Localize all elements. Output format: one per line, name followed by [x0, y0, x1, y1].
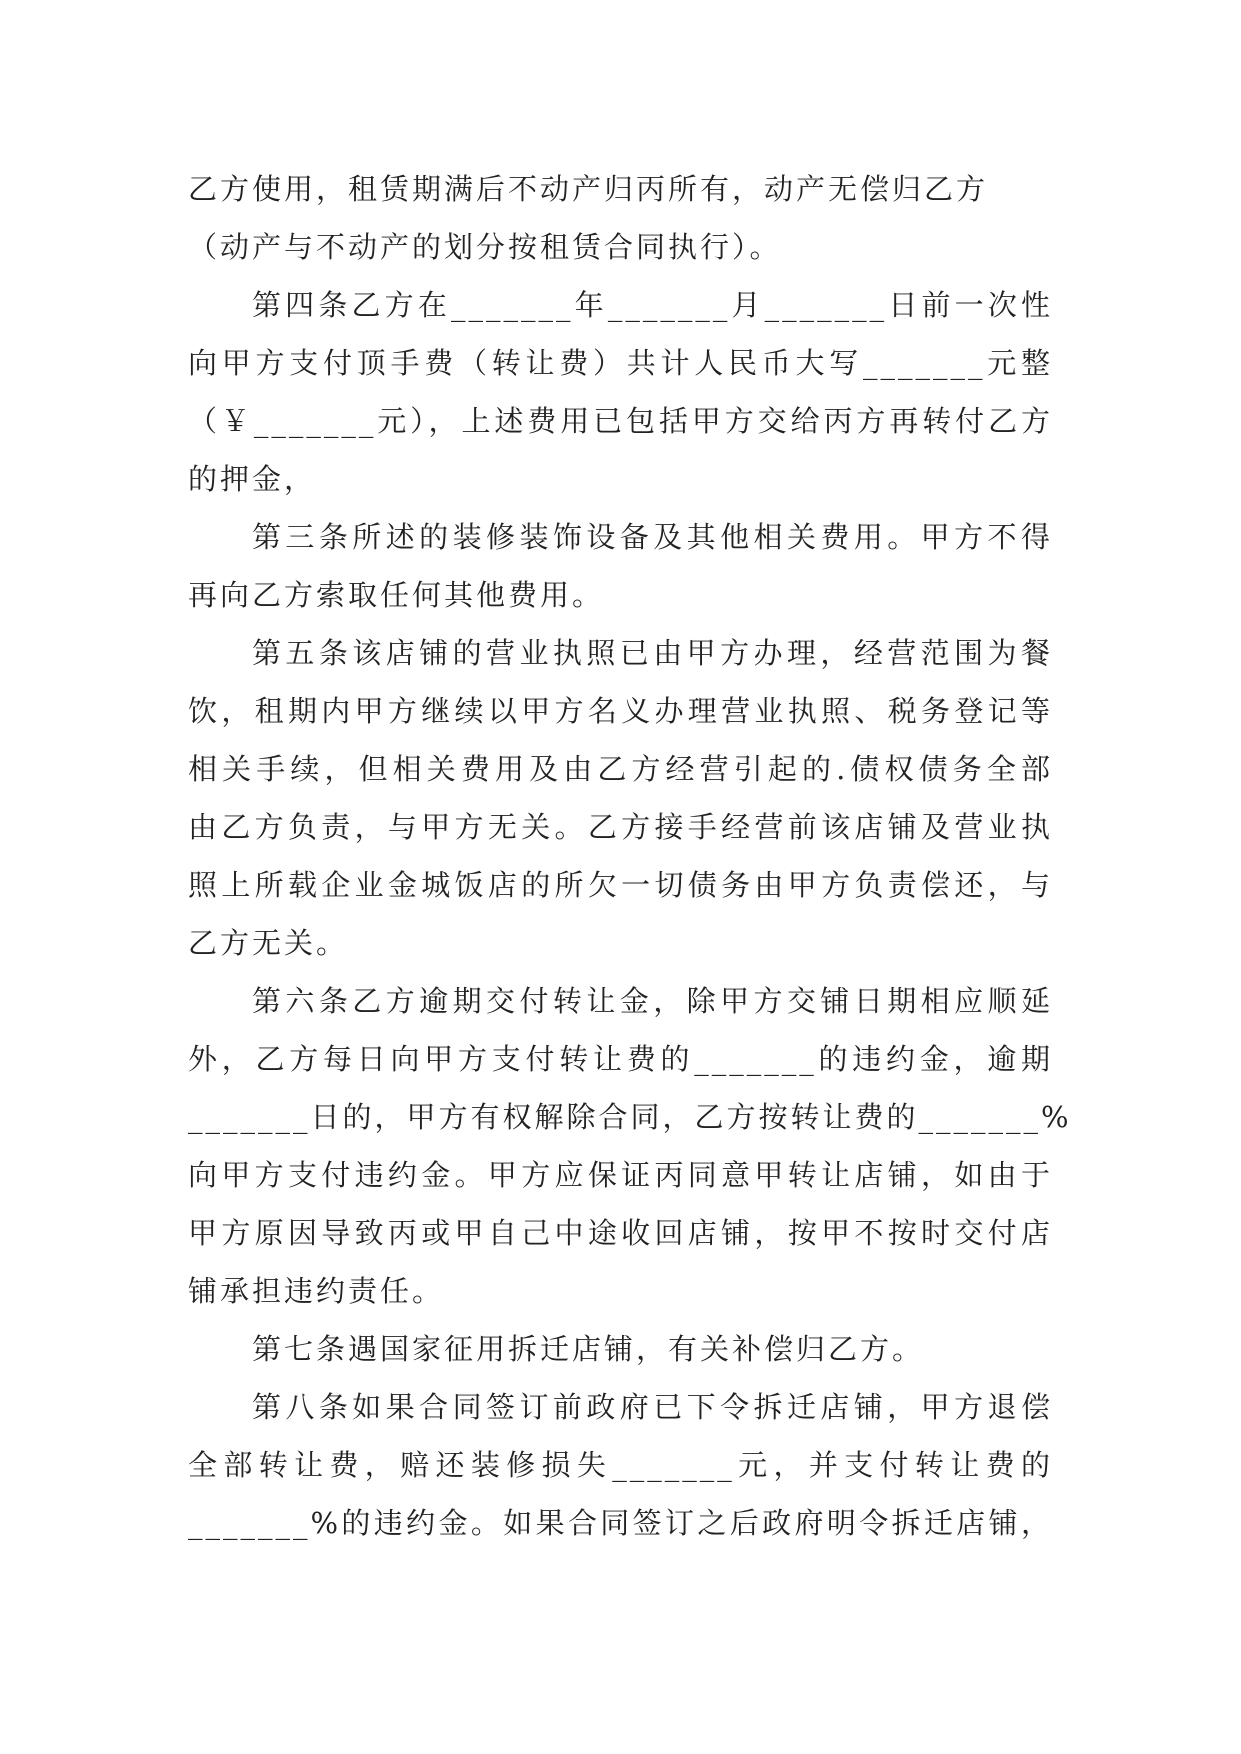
- text-line: 的押金，: [188, 462, 317, 496]
- text-line: 第八条如果合同签订前政府已下令拆迁店铺，甲方退偿: [252, 1390, 1053, 1424]
- text-line: （动产与不动产的划分按租赁合同执行）。: [188, 230, 782, 264]
- text-line: 外，乙方每日向甲方支付转让费的_______的违约金，逾期: [188, 1042, 1053, 1076]
- text-line: 乙方无关。: [188, 926, 349, 960]
- text-line: 铺承担违约责任。: [188, 1274, 445, 1308]
- text-line: 第五条该店铺的营业执照已由甲方办理，经营范围为餐: [252, 636, 1053, 670]
- text-line: （￥_______元），上述费用已包括甲方交给丙方再转付乙方: [188, 404, 1053, 438]
- text-line: 再向乙方索取任何其他费用。: [188, 578, 605, 612]
- text-line: 第六条乙方逾期交付转让金，除甲方交铺日期相应顺延: [252, 984, 1053, 1018]
- document-body: [188, 160, 1072, 1552]
- text-line: 照上所载企业金城饭店的所欠一切债务由甲方负责偿还，与: [188, 868, 1053, 902]
- text-line: _______日的，甲方有权解除合同，乙方按转让费的_______%: [188, 1100, 1072, 1134]
- text-line: 由乙方负责，与甲方无关。乙方接手经营前该店铺及营业执: [188, 810, 1053, 844]
- text-line: 向甲方支付顶手费（转让费）共计人民币大写_______元整: [188, 346, 1053, 380]
- text-line: 第七条遇国家征用拆迁店铺，有关补偿归乙方。: [252, 1332, 925, 1366]
- text-line: 饮，租期内甲方继续以甲方名义办理营业执照、税务登记等: [188, 694, 1053, 728]
- text-line: 全部转让费，赔还装修损失_______元，并支付转让费的: [188, 1448, 1053, 1482]
- text-line: 相关手续，但相关费用及由乙方经营引起的.债权债务全部: [188, 752, 1053, 786]
- text-line: 第三条所述的装修装饰设备及其他相关费用。甲方不得: [252, 520, 1053, 554]
- text-line: 乙方使用，租赁期满后不动产归丙所有，动产无偿归乙方: [188, 172, 989, 206]
- text-line: 向甲方支付违约金。甲方应保证丙同意甲转让店铺，如由于: [188, 1158, 1053, 1192]
- text-line: 甲方原因导致丙或甲自己中途收回店铺，按甲不按时交付店: [188, 1216, 1053, 1250]
- text-line: _______%的违约金。如果合同签订之后政府明令拆迁店铺，: [188, 1506, 1053, 1540]
- text-line: 第四条乙方在_______年_______月_______日前一次性: [252, 288, 1053, 322]
